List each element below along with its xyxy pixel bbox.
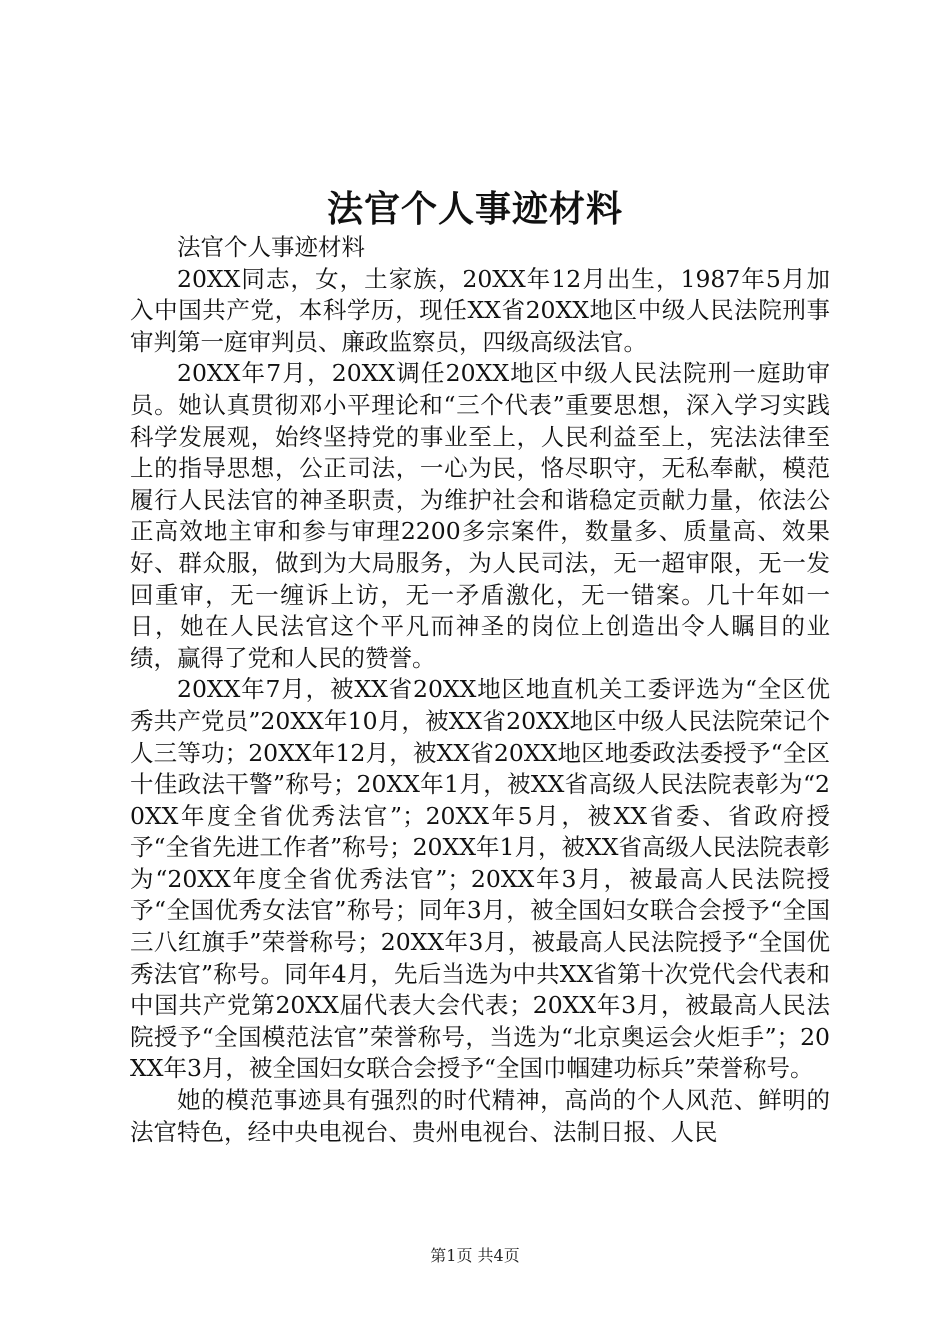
page-number: 第1页 共4页: [430, 1246, 520, 1265]
paragraph-honors: 20XX年7月，被XX省20XX地区地直机关工委评选为“全区优秀共产党员”20XX年10月，被XX省20XX地区中级人民法院荣记个人三等功；20XX年12月，被XX省20XX地区地委政法委授予“全区十佳政法干警”称号；20XX年1月，被XX省高级人民法院表彰为“20XX年度全省优秀法官”；20XX年5月，被XX省委、省政府授予“全省先进工作者”称号；20XX年1月，被XX省高级人民法院表彰为“20XX年度全省优秀法官”；20XX年3月，被最高人民法院授予“全国优秀女法官”称号；同年3月，被全国妇女联合会授予“全国三八红旗手”荣誉称号；20XX年3月，被最高人民法院授予“全国优秀法官”称号。同年4月，先后当选为中共XX省第十次党代会代表和中国共产党第20XX届代表大会代表；20XX年3月，被最高人民法院授予“全国模范法官”荣誉称号，当选为“北京奥运会火炬手”；20XX年3月，被全国妇女联合会授予“全国巾帼建功标兵”荣誉称号。: [130, 675, 830, 1083]
document-body: [130, 232, 830, 1148]
paragraph-career: 20XX年7月，20XX调任20XX地区中级人民法院刑一庭助审员。她认真贯彻邓小平理论和“三个代表”重要思想，深入学习实践科学发展观，始终坚持党的事业至上，人民利益至上，宪法法律至上的指导思想，公正司法，一心为民，恪尽职守，无私奉献，模范履行人民法官的神圣职责，为维护社会和谐稳定贡献力量，依法公正高效地主审和参与审理2200多宗案件，数量多、质量高、效果好、群众服，做到为大局服务，为人民司法，无一超审限，无一发回重审，无一缠诉上访，无一矛盾激化，无一错案。几十年如一日，她在人民法官这个平凡而神圣的岗位上创造出令人瞩目的业绩，赢得了党和人民的赞誉。: [130, 359, 830, 672]
paragraph-intro: 20XX同志，女，土家族，20XX年12月出生，1987年5月加入中国共产党，本科学历，现任XX省20XX地区中级人民法院刑事审判第一庭审判员、廉政监察员，四级高级法官。: [130, 264, 830, 356]
paragraph-media: 她的模范事迹具有强烈的时代精神，高尚的个人风范、鲜明的法官特色，经中央电视台、贵州电视台、法制日报、人民: [130, 1086, 830, 1146]
paragraph-heading: 法官个人事迹材料: [177, 233, 365, 261]
document-title: 法官个人事迹材料: [326, 188, 623, 230]
